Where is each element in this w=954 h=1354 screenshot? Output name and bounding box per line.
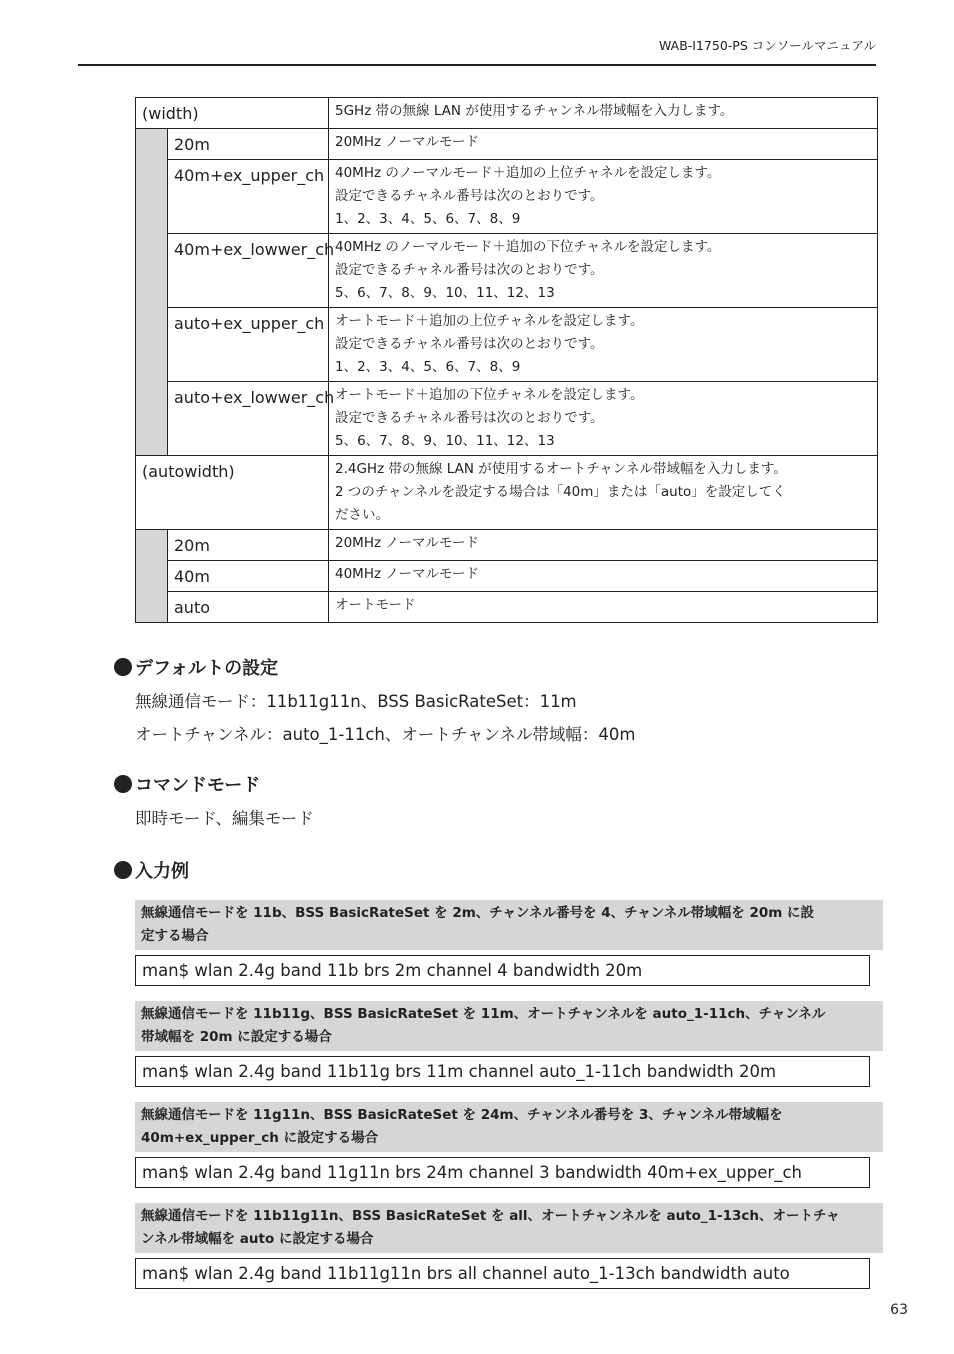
bullet-icon xyxy=(114,861,132,879)
bullet-icon xyxy=(114,775,132,793)
table-row xyxy=(136,382,878,456)
command-mode-line: 即時モード、編集モード xyxy=(135,809,314,828)
value-name: auto xyxy=(168,592,329,623)
table-row xyxy=(136,592,878,623)
page-header xyxy=(78,30,876,66)
value-name: auto+ex_lowwer_ch xyxy=(168,382,329,456)
indent-cell xyxy=(136,530,168,623)
example-command: man$ wlan 2.4g band 11b11g11n brs all channel auto_1-13ch bandwidth auto xyxy=(135,1258,870,1289)
example-command: man$ wlan 2.4g band 11b brs 2m channel 4 bandwidth 20m xyxy=(135,955,870,986)
value-name: 40m+ex_lowwer_ch xyxy=(168,234,329,308)
value-name: 40m xyxy=(168,561,329,592)
example-caption: 無線通信モードを 11b11g、BSS BasicRateSet を 11m、オートチャンネルを auto_1-11ch、チャンネル 帯域幅を 20m に設定する場合 xyxy=(135,1001,883,1051)
param-name-autowidth: (autowidth) xyxy=(136,456,329,530)
table-row-width xyxy=(136,98,878,129)
param-name-width: (width) xyxy=(136,98,329,129)
parameter-table xyxy=(135,97,878,623)
table-row xyxy=(136,530,878,561)
example-caption: 無線通信モードを 11b、BSS BasicRateSet を 2m、チャンネル番号を 4、チャンネル帯域幅を 20m に設 定する場合 xyxy=(135,900,883,950)
value-desc: オートモード＋追加の上位チャネルを設定します。 設定できるチャネル番号は次のとおりです。 1、2、3、4、5、6、7、8、9 xyxy=(329,308,878,382)
value-desc: オートモード＋追加の下位チャネルを設定します。 設定できるチャネル番号は次のとおりです。 5、6、7、8、9、10、11、12、13 xyxy=(329,382,878,456)
input-example-heading: 入力例 xyxy=(114,857,189,883)
default-settings-heading: デフォルトの設定 xyxy=(114,654,278,680)
page-number: 63 xyxy=(890,1302,908,1318)
table-row xyxy=(136,129,878,160)
value-name: 20m xyxy=(168,530,329,561)
value-desc: 20MHz ノーマルモード xyxy=(329,129,878,160)
param-desc-autowidth: 2.4GHz 帯の無線 LAN が使用するオートチャンネル帯域幅を入力します。 2 つのチャンネルを設定する場合は「40m」または「auto」を設定してく ださい。 xyxy=(329,456,878,530)
table-row xyxy=(136,561,878,592)
table-row xyxy=(136,234,878,308)
value-name: auto+ex_upper_ch xyxy=(168,308,329,382)
value-desc: 20MHz ノーマルモード xyxy=(329,530,878,561)
document-title: WAB-I1750-PS コンソールマニュアル xyxy=(658,38,876,53)
default-settings-line: 無線通信モード：11b11g11n、BSS BasicRateSet：11m xyxy=(135,692,577,711)
table-row-autowidth xyxy=(136,456,878,530)
example-caption: 無線通信モードを 11g11n、BSS BasicRateSet を 24m、チャンネル番号を 3、チャンネル帯域幅を 40m+ex_upper_ch に設定する場合 xyxy=(135,1102,883,1152)
table-row xyxy=(136,308,878,382)
value-desc: 40MHz ノーマルモード xyxy=(329,561,878,592)
indent-cell xyxy=(136,129,168,456)
param-desc-width: 5GHz 帯の無線 LAN が使用するチャンネル帯域幅を入力します。 xyxy=(329,98,878,129)
example-command: man$ wlan 2.4g band 11g11n brs 24m channel 3 bandwidth 40m+ex_upper_ch xyxy=(135,1157,870,1188)
value-name: 40m+ex_upper_ch xyxy=(168,160,329,234)
example-caption: 無線通信モードを 11b11g11n、BSS BasicRateSet を all、オートチャンネルを auto_1-13ch、オートチャ ンネル帯域幅を auto に設定する場合 xyxy=(135,1203,883,1253)
value-desc: 40MHz のノーマルモード＋追加の下位チャネルを設定します。 設定できるチャネル番号は次のとおりです。 5、6、7、8、9、10、11、12、13 xyxy=(329,234,878,308)
bullet-icon xyxy=(114,658,132,676)
default-settings-line: オートチャンネル：auto_1-11ch、オートチャンネル帯域幅：40m xyxy=(135,725,636,744)
command-mode-heading: コマンドモード xyxy=(114,771,260,797)
value-desc: 40MHz のノーマルモード＋追加の上位チャネルを設定します。 設定できるチャネル番号は次のとおりです。 1、2、3、4、5、6、7、8、9 xyxy=(329,160,878,234)
example-command: man$ wlan 2.4g band 11b11g brs 11m channel auto_1-11ch bandwidth 20m xyxy=(135,1056,870,1087)
table-row xyxy=(136,160,878,234)
value-name: 20m xyxy=(168,129,329,160)
value-desc: オートモード xyxy=(329,592,878,623)
